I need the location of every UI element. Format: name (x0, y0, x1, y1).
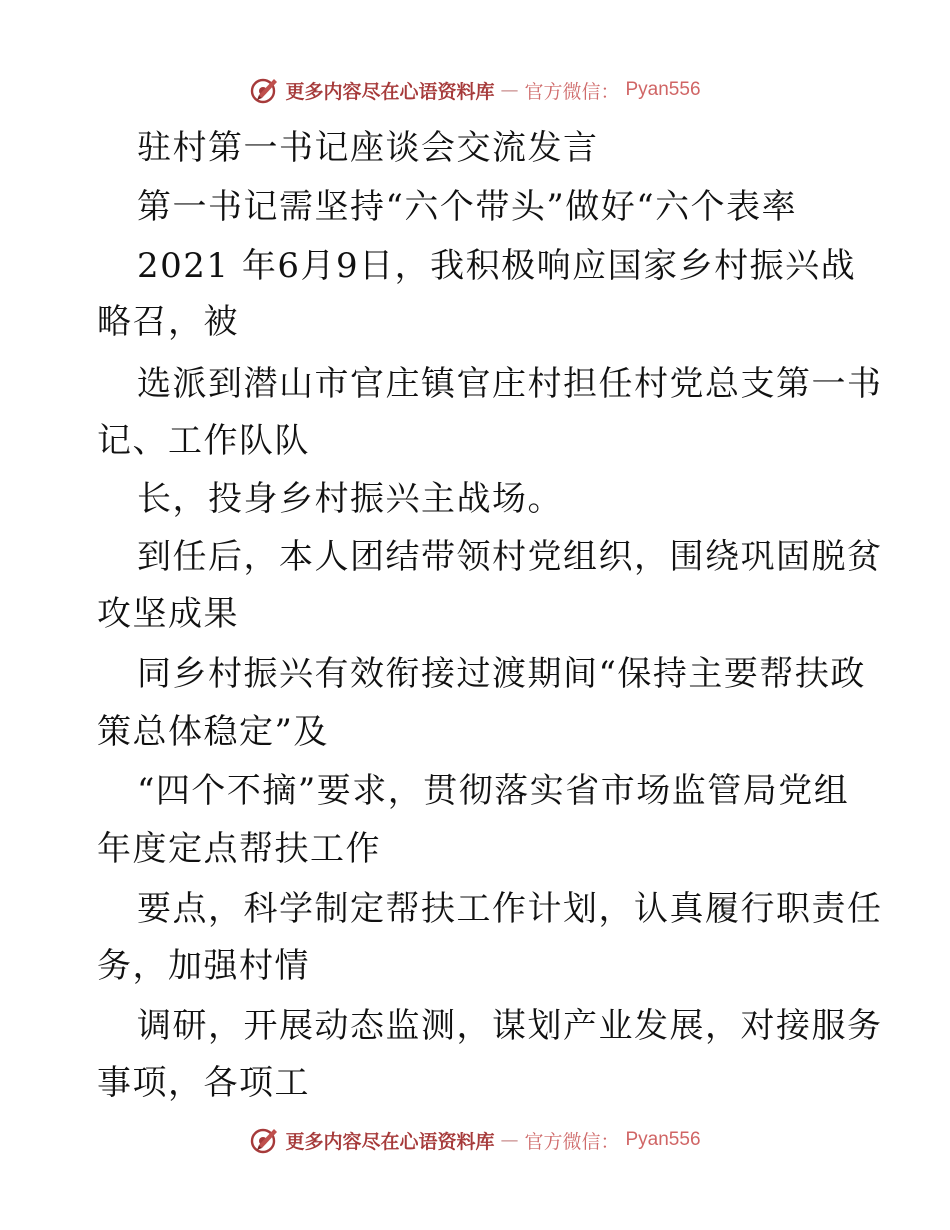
footer-separator: — (500, 1129, 519, 1151)
header-site-text: 更多内容尽在心语资料库 (285, 80, 495, 103)
paragraph-line: 同乡村振兴有效衔接过渡期间“保持主要帮扶政 (137, 654, 866, 694)
paragraph-line: 略召，被 (97, 302, 239, 342)
footer-site-text: 更多内容尽在心语资料库 (285, 1130, 495, 1153)
document-title: 驻村第一书记座谈会交流发言 (137, 128, 599, 168)
paragraph-line: 到任后，本人团结带领村党组织，围绕巩固脱贫 (137, 537, 883, 577)
paragraph-line: 选派到潜山市官庄镇官庄村担任村党总支第一书 (137, 364, 883, 404)
header-wechat-id: Pyan556 (625, 79, 701, 100)
paragraph-line: 2021 年6月9日，我积极响应国家乡村振兴战 (137, 246, 857, 286)
pen-logo-icon (249, 1125, 279, 1155)
paragraph-line: 长，投身乡村振兴主战场。 (137, 479, 563, 519)
paragraph-line: “四个不摘”要求，贯彻落实省市场监管局党组 (137, 771, 850, 811)
paragraph-line: 年度定点帮扶工作 (97, 829, 381, 869)
document-subtitle: 第一书记需坚持“六个带头”做好“六个表率 (137, 187, 798, 227)
footer-wechat-id: Pyan556 (625, 1129, 701, 1150)
paragraph-line: 策总体稳定”及 (97, 712, 329, 752)
paragraph-line: 调研，开展动态监测，谋划产业发展，对接服务 (137, 1006, 883, 1046)
paragraph-line: 要点，科学制定帮扶工作计划，认真履行职责任 (137, 889, 883, 929)
footer-wechat-label: 官方微信： (524, 1130, 620, 1153)
paragraph-line: 务，加强村情 (97, 946, 310, 986)
header-separator: — (500, 79, 519, 101)
paragraph-line: 记、工作队队 (97, 421, 310, 461)
footer-banner (0, 1120, 950, 1160)
paragraph-line: 攻坚成果 (97, 594, 239, 634)
paragraph-line: 事项，各项工 (97, 1063, 310, 1103)
header-wechat-label: 官方微信： (524, 80, 620, 103)
